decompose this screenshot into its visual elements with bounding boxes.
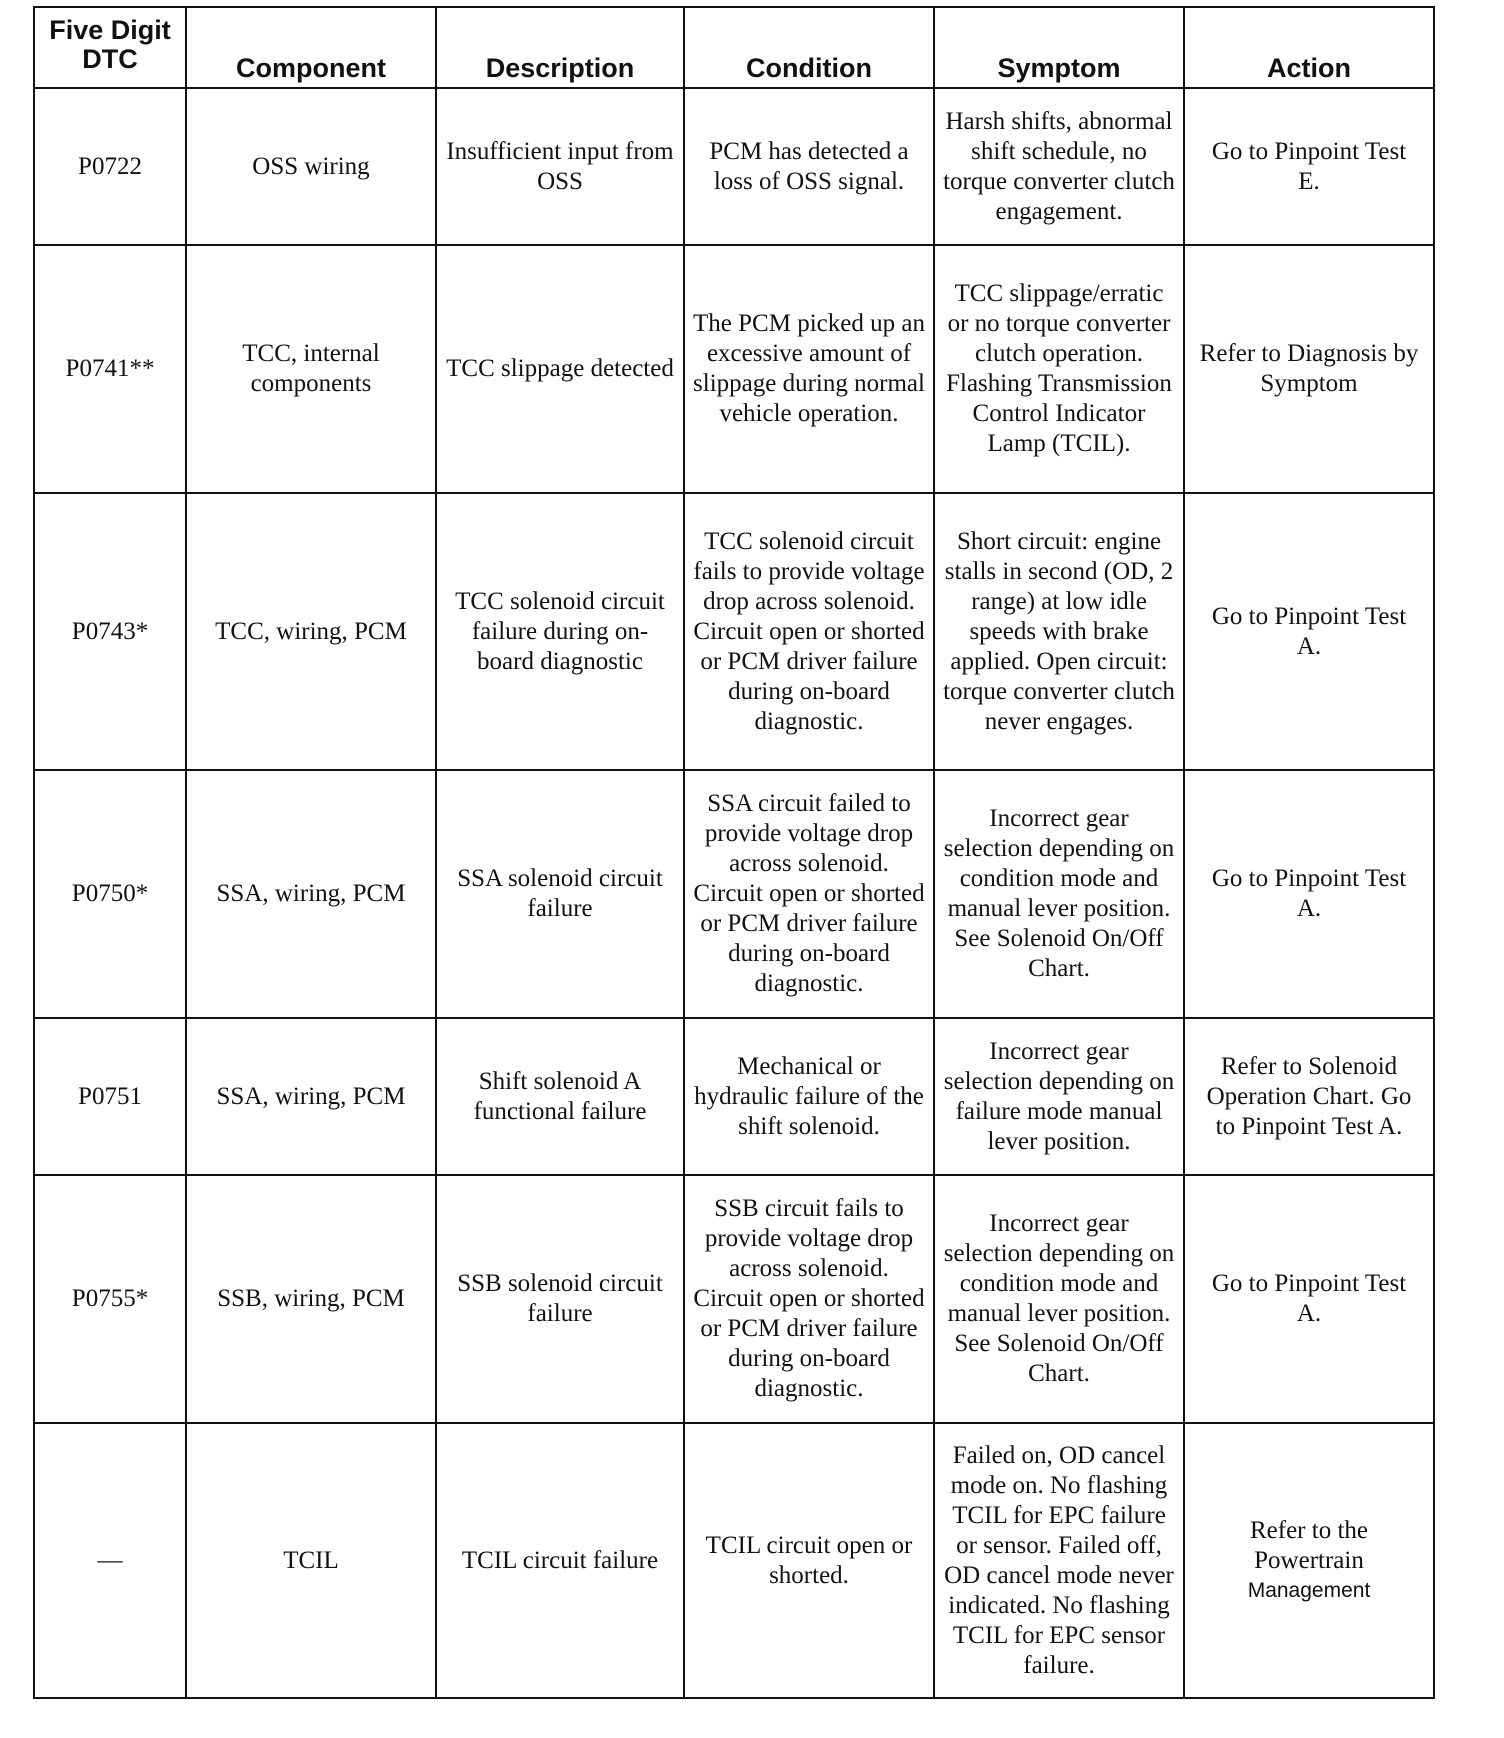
description-cell: TCIL circuit failure (436, 1423, 684, 1698)
dtc-table-page (33, 6, 1433, 1699)
condition-cell: TCIL circuit open or shorted. (684, 1423, 934, 1698)
condition-cell: Mechanical or hydraulic failure of the shift solenoid. (684, 1018, 934, 1175)
action-cell: Go to Pinpoint Test A. (1184, 493, 1434, 770)
condition-cell: SSB circuit fails to provide voltage drop across solenoid. Circuit open or shorted or PCM driver failure during on-board diagnostic. (684, 1175, 934, 1423)
action-cell: Refer to Diagnosis by Symptom (1184, 245, 1434, 493)
symptom-cell: Failed on, OD cancel mode on. No flashing TCIL for EPC failure or sensor. Failed off, OD cancel mode never indicated. No flashing TCIL for EPC sensor failure. (934, 1423, 1184, 1698)
header-condition: Condition (684, 7, 934, 88)
description-cell: SSB solenoid circuit failure (436, 1175, 684, 1423)
action-cell: Go to Pinpoint Test A. (1184, 1175, 1434, 1423)
action-cell: Go to Pinpoint Test E. (1184, 88, 1434, 245)
table-row (34, 1423, 1434, 1698)
symptom-cell: Short circuit: engine stalls in second (OD, 2 range) at low idle speeds with brake applied. Open circuit: torque converter clutch never engages. (934, 493, 1184, 770)
action-cell (1184, 1423, 1434, 1698)
dtc-table (33, 6, 1435, 1699)
table-row (34, 1175, 1434, 1423)
component-cell: SSA, wiring, PCM (186, 1018, 436, 1175)
table-row (34, 493, 1434, 770)
table-row (34, 245, 1434, 493)
symptom-cell: Incorrect gear selection depending on failure mode manual lever position. (934, 1018, 1184, 1175)
condition-cell: The PCM picked up an excessive amount of slippage during normal vehicle operation. (684, 245, 934, 493)
description-cell: Shift solenoid A functional failure (436, 1018, 684, 1175)
table-row (34, 770, 1434, 1018)
component-cell: SSA, wiring, PCM (186, 770, 436, 1018)
header-symptom: Symptom (934, 7, 1184, 88)
table-row (34, 88, 1434, 245)
symptom-cell: TCC slippage/erratic or no torque converter clutch operation. Flashing Transmission Control Indicator Lamp (TCIL). (934, 245, 1184, 493)
description-cell: TCC slippage detected (436, 245, 684, 493)
component-cell: SSB, wiring, PCM (186, 1175, 436, 1423)
description-cell: TCC solenoid circuit failure during on-board diagnostic (436, 493, 684, 770)
header-component: Component (186, 7, 436, 88)
header-row (34, 7, 1434, 88)
action-text: Refer to the Powertrain (1249, 1516, 1368, 1574)
condition-cell: TCC solenoid circuit fails to provide voltage drop across solenoid. Circuit open or shorted or PCM driver failure during on-board diagnostic. (684, 493, 934, 770)
header-dtc: Five Digit DTC (34, 7, 186, 88)
symptom-cell: Harsh shifts, abnormal shift schedule, no torque converter clutch engagement. (934, 88, 1184, 245)
symptom-cell: Incorrect gear selection depending on condition mode and manual lever position. See Solenoid On/Off Chart. (934, 1175, 1184, 1423)
dtc-cell: P0751 (34, 1018, 186, 1175)
condition-cell: SSA circuit failed to provide voltage drop across solenoid. Circuit open or shorted or PCM driver failure during on-board diagnostic. (684, 770, 934, 1018)
symptom-cell: Incorrect gear selection depending on condition mode and manual lever position. See Solenoid On/Off Chart. (934, 770, 1184, 1018)
action-cell: Refer to Solenoid Operation Chart. Go to Pinpoint Test A. (1184, 1018, 1434, 1175)
header-action: Action (1184, 7, 1434, 88)
action-cell: Go to Pinpoint Test A. (1184, 770, 1434, 1018)
header-description: Description (436, 7, 684, 88)
dtc-cell: P0750* (34, 770, 186, 1018)
dtc-cell: P0743* (34, 493, 186, 770)
description-cell: Insufficient input from OSS (436, 88, 684, 245)
component-cell: OSS wiring (186, 88, 436, 245)
dtc-cell: P0722 (34, 88, 186, 245)
dtc-cell: P0755* (34, 1175, 186, 1423)
dtc-cell: P0741** (34, 245, 186, 493)
action-text-extra: Management (1247, 1578, 1371, 1602)
dtc-cell: — (34, 1423, 186, 1698)
table-row (34, 1018, 1434, 1175)
description-cell: SSA solenoid circuit failure (436, 770, 684, 1018)
condition-cell: PCM has detected a loss of OSS signal. (684, 88, 934, 245)
component-cell: TCC, internal components (186, 245, 436, 493)
component-cell: TCC, wiring, PCM (186, 493, 436, 770)
component-cell: TCIL (186, 1423, 436, 1698)
